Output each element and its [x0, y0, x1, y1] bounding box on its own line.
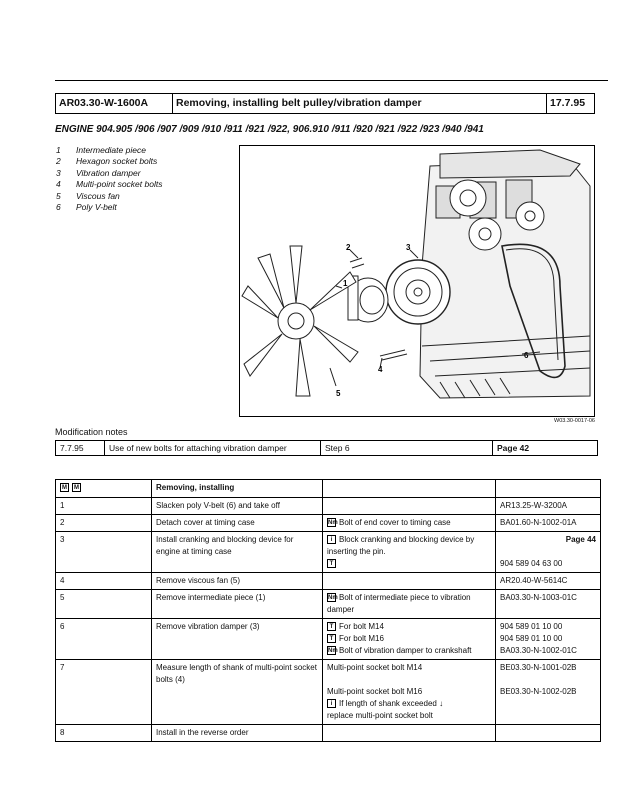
- special-tool-icon: T: [327, 634, 336, 643]
- doc-id: AR03.30-W-1600A: [56, 94, 173, 113]
- torque-icon: Nm: [328, 648, 338, 655]
- top-rule: [55, 80, 608, 81]
- info-icon: i: [327, 699, 336, 708]
- callout-4: 4: [378, 365, 383, 374]
- mod-date: 7.7.95: [56, 441, 105, 456]
- steps-title: Removing, installing: [152, 480, 323, 498]
- doc-date: 17.7.95: [550, 97, 586, 109]
- table-row: 6 Remove vibration damper (3) T For bolt M14 T For bolt M16 NmBolt of vibration damper to crankshaft 904 589 01 10 00 904 589 01 10 00 BA03.30-N-1002-01C: [56, 619, 601, 660]
- steps-table: [55, 479, 601, 742]
- table-row: [56, 480, 601, 498]
- figure-legend: [56, 145, 162, 213]
- figure-code: W03.30-0017-06: [554, 418, 595, 424]
- legend-item: 2 Hexagon socket bolts: [56, 156, 158, 167]
- legend-item: 4 Multi-point socket bolts: [56, 179, 163, 190]
- engine-drawing: [240, 146, 594, 416]
- engine-line: ENGINE 904.905 /906 /907 /909 /910 /911 /921 /922, 906.910 /911 /920 /921 /922 /923 /940 /941: [55, 124, 484, 135]
- table-row: 5 Remove intermediate piece (1) NmBolt of intermediate piece to vibration damper BA03.30-N-1003-01C: [56, 590, 601, 619]
- modification-notes-title: Modification notes: [55, 427, 128, 437]
- legend-item: 6 Poly V-belt: [56, 202, 117, 213]
- callout-2: 2: [346, 243, 351, 252]
- callout-3: 3: [406, 243, 411, 252]
- doc-title: Removing, installing belt pulley/vibration damper: [173, 94, 547, 113]
- table-row: 4 Remove viscous fan (5) AR20.40-W-5614C: [56, 573, 601, 590]
- tool-icon: M: [62, 485, 67, 492]
- table-row: [56, 441, 598, 456]
- special-tool-icon: T: [327, 622, 336, 631]
- table-row: 2 Detach cover at timing case NmBolt of end cover to timing case BA01.60-N-1002-01A: [56, 515, 601, 532]
- document-header: [55, 93, 595, 114]
- mod-step: Step 6: [321, 441, 493, 456]
- table-row: 1 Slacken poly V-belt (6) and take off AR13.25-W-3200A: [56, 498, 601, 515]
- table-row: 3 Install cranking and blocking device for engine at timing case i Block cranking and blocking device by inserting the pin. T Page 44 904 589 04 63 00: [56, 532, 601, 573]
- modification-notes-table: [55, 440, 598, 456]
- engine-illustration: [239, 145, 595, 417]
- torque-icon: Nm: [328, 595, 338, 602]
- mod-page: Page 42: [493, 441, 598, 456]
- page-ref: Page 44: [565, 535, 596, 544]
- callout-5: 5: [336, 389, 341, 398]
- torque-icon: Nm: [328, 520, 338, 527]
- legend-item: 5 Viscous fan: [56, 190, 120, 201]
- legend-item: 1 Intermediate piece: [56, 145, 146, 155]
- tool-icon: M: [74, 485, 79, 492]
- table-row: 7 Measure length of shank of multi-point socket bolts (4) Multi-point socket bolt M14 Multi-point socket bolt M16 i If length of shank exceeded ↓ replace multi-point socket bolt BE03.30-N-1001-02B BE03.30-N-1002-02B: [56, 660, 601, 725]
- info-icon: i: [327, 535, 336, 544]
- header-icons: [56, 480, 152, 498]
- callout-6: 6: [524, 351, 529, 360]
- special-tool-icon: T: [327, 559, 336, 568]
- table-row: 8 Install in the reverse order: [56, 725, 601, 742]
- legend-item: 3 Vibration damper: [56, 167, 141, 178]
- mod-text: Use of new bolts for attaching vibration damper: [105, 441, 321, 456]
- callout-1: 1: [343, 279, 348, 288]
